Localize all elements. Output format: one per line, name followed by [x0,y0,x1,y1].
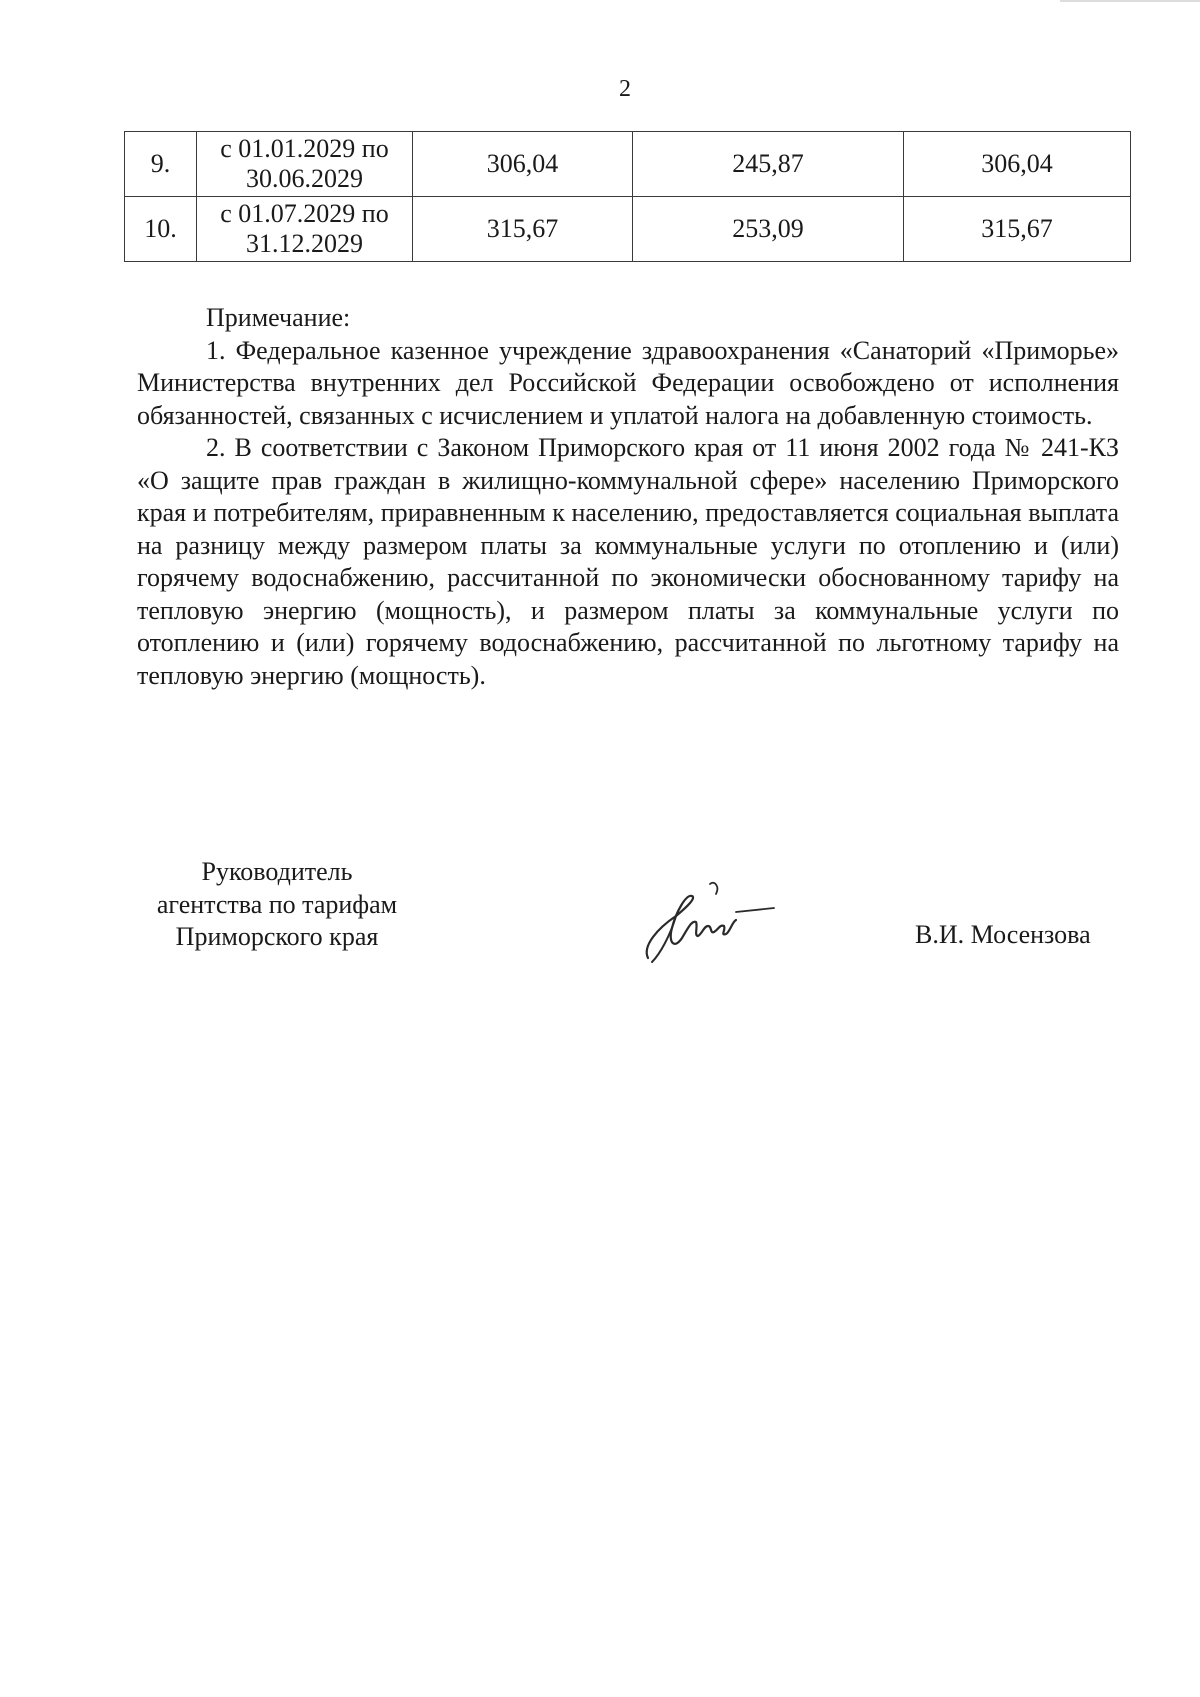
table-row [125,197,1131,262]
period-cell [197,197,413,262]
signer-name: В.И. Мосензова [915,920,1091,949]
period-end: 31.12.2029 [246,229,363,258]
handwritten-signature [640,876,780,966]
notes-section [137,302,1119,692]
tariff-value-cell: 306,04 [904,132,1131,197]
tariff-value-cell: 245,87 [633,132,904,197]
note-item-1: 1. Федеральное казенное учреждение здравоохранения «Санаторий «Приморье» Министерства внутренних дел Российской Федерации освобождено от исполнения обязанностей, связанных с исчислением и уплатой налога на добавленную стоимость. [137,335,1119,430]
tariff-value-cell: 315,67 [413,197,633,262]
signer-position-line: агентства по тарифам [156,889,398,919]
row-number-cell: 9. [125,132,197,197]
tariff-value-cell: 306,04 [413,132,633,197]
tariff-table [124,131,1131,262]
notes-title: Примечание: [206,303,351,332]
tariff-value-cell: 253,09 [633,197,904,262]
tariff-value-cell: 315,67 [904,197,1131,262]
period-start: с 01.01.2029 по [220,134,389,163]
period-cell [197,132,413,197]
period-end: 30.06.2029 [246,164,363,193]
signer-position [127,856,427,954]
note-item-2: 2. В соответствии с Законом Приморского края от 11 июня 2002 года № 241-КЗ «О защите прав граждан в жилищно-коммунальной сфере» населению Приморского края и потребителям, приравненным к населению, предоставляется социальная выплата на разницу между размером платы за коммунальные услуги по отоплению и (или) горячему водоснабжению, рассчитанной по экономически обоснованному тарифу на тепловую энергию (мощность), и размером платы за коммунальные услуги по отоплению и (или) горячему водоснабжению, рассчитанной по льготному тарифу на тепловую энергию (мощность). [137,433,1119,690]
row-number-cell: 10. [125,197,197,262]
scan-edge-mark [1060,0,1200,2]
page-number: 2 [619,76,631,102]
table-row [125,132,1131,197]
period-start: с 01.07.2029 по [220,199,389,228]
signer-position-line: Приморского края [175,922,379,951]
signer-position-line: Руководитель [201,857,353,886]
